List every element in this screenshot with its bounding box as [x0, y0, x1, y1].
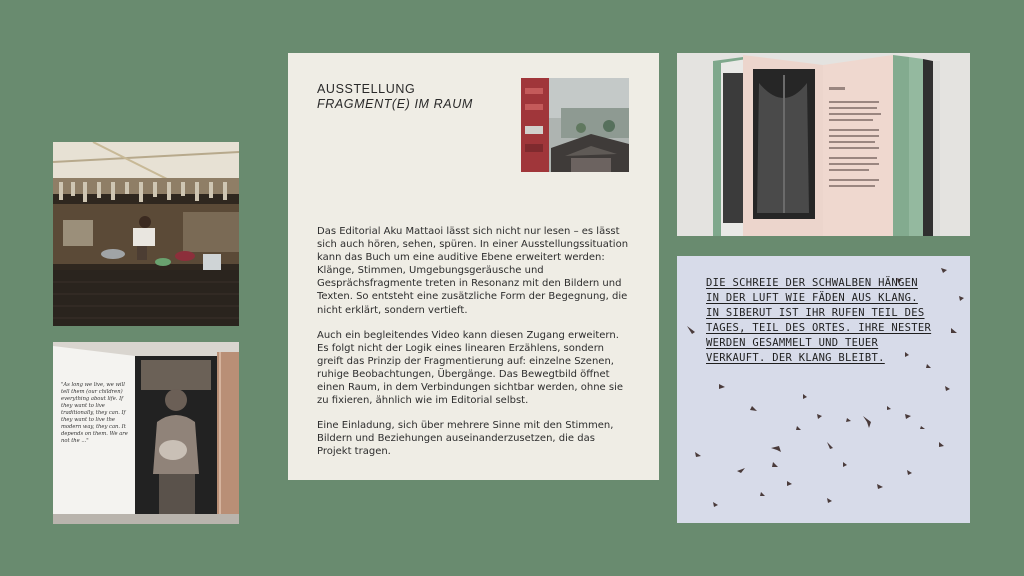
exhibition-paragraph: Auch ein begleitendes Video kann diesen Zugang erweitern. Es folgt nicht der Logik eines linearen Erzählens, sondern greift das Prinzip der Fragmentierung auf: einzelne Szenen, ruhige Beobachtungen, Übergänge. Das Bewegtbild öffnet einen Raum, in dem Verbindungen sichtbar werden, ohne sie zu fixieren, ähnlich wie im Editorial selbst. [317, 329, 624, 407]
exhibition-card [288, 53, 659, 480]
exhibition-body [317, 225, 632, 471]
exhibition-paragraph: Das Editorial Aku Mattaoi lässt sich nicht nur lesen – es lässt sich auch hören, sehen, spüren. In einer Ausstellungssituation kann das Buch um eine auditive Ebene erweitert werden: Klänge, Stimmen, Umgebungsgeräusche und Gesprächsfragmente treten in Resonanz mit den Bildern und Texten. So entsteht eine zusätzliche Form der Begegnung, die nicht erklärt, sondern vertieft. [317, 226, 629, 316]
swallow-quote: DIE SCHREIE DER SCHWALBEN HÄNGEN IN DER LUFT WIE FÄDEN AUS KLANG. IN SIBERUT IST IHR RUFEN TEIL DES TAGES, TEIL DES ORTES. IHRE NESTER WERDEN GESAMMELT UND TEUER VERKAUFT. DER KLANG BLEIBT. [706, 277, 932, 364]
exhibition-paragraph: Eine Einladung, sich über mehrere Sinne mit den Stimmen, Bildern und Beziehungen auseinanderzusetzen, die das Projekt tragen. [317, 420, 614, 458]
book-page-quote: "As long we live, we will tell them (our children) everything about life. If they want to live traditionally, they can. If they want to live the modern way, they can. It depends on them. We are not the ..." [61, 382, 128, 444]
village-photo [521, 78, 629, 172]
exhibition-title [317, 82, 473, 112]
exhibition-heading: AUSSTELLUNG [317, 82, 416, 96]
swallow-quote-panel [677, 256, 970, 523]
photo-open-book [677, 53, 970, 236]
photo-hut-interior [53, 142, 239, 326]
photo-book-portrait-spread [53, 342, 239, 524]
exhibition-subheading: FRAGMENT(E) IM RAUM [317, 97, 473, 111]
